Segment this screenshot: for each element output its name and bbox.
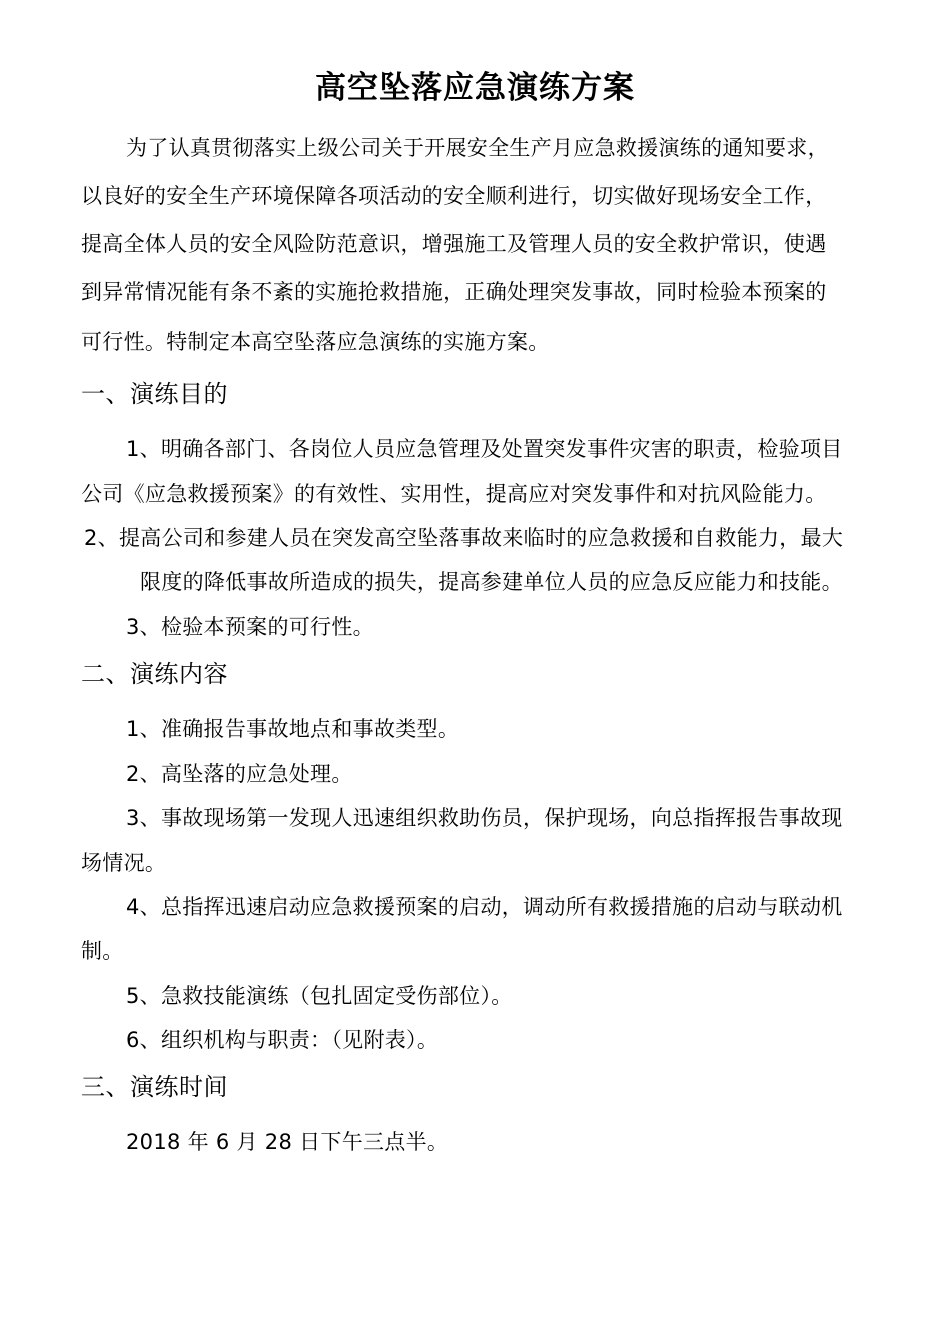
section-line: 限度的降低事故所造成的损失，提高参建单位人员的应急反应能力和技能。 <box>140 570 843 594</box>
intro-line: 可行性。特制定本高空坠落应急演练的实施方案。 <box>81 330 550 354</box>
section-line: 2、提高公司和参建人员在突发高空坠落事故来临时的应急救援和自救能力，最大 <box>84 526 844 550</box>
section-heading-time: 三、演练时间 <box>81 1073 228 1101</box>
intro-line: 到异常情况能有条不紊的实施抢救措施，正确处理突发事故，同时检验本预案的 <box>81 280 827 304</box>
section-line: 场情况。 <box>81 851 167 875</box>
intro-line: 提高全体人员的安全风险防范意识，增强施工及管理人员的安全救护常识，使遇 <box>81 232 827 256</box>
section-line: 5、急救技能演练（包扎固定受伤部位）。 <box>126 984 513 1008</box>
document-title: 高空坠落应急演练方案 <box>315 70 635 106</box>
section-line: 2018 年 6 月 28 日下午三点半。 <box>126 1130 449 1154</box>
section-line: 6、组织机构与职责：（见附表）。 <box>126 1028 439 1052</box>
section-heading-content: 二、演练内容 <box>81 660 228 688</box>
section-line: 1、准确报告事故地点和事故类型。 <box>126 717 460 741</box>
section-line: 制。 <box>81 939 124 963</box>
section-line: 1、明确各部门、各岗位人员应急管理及处置突发事件灾害的职责，检验项目 <box>126 437 843 461</box>
section-line: 4、总指挥迅速启动应急救援预案的启动，调动所有救援措施的启动与联动机 <box>126 895 843 919</box>
intro-line: 为了认真贯彻落实上级公司关于开展安全生产月应急救援演练的通知要求， <box>126 136 829 160</box>
section-line: 2、高坠落的应急处理。 <box>126 762 353 786</box>
section-heading-purpose: 一、演练目的 <box>81 380 228 408</box>
section-line: 公司《应急救援预案》的有效性、实用性，提高应对突发事件和对抗风险能力。 <box>81 482 827 506</box>
section-line: 3、检验本预案的可行性。 <box>126 615 374 639</box>
intro-line: 以良好的安全生产环境保障各项活动的安全顺利进行，切实做好现场安全工作， <box>81 184 827 208</box>
section-line: 3、事故现场第一发现人迅速组织救助伤员，保护现场，向总指挥报告事故现 <box>126 806 843 830</box>
